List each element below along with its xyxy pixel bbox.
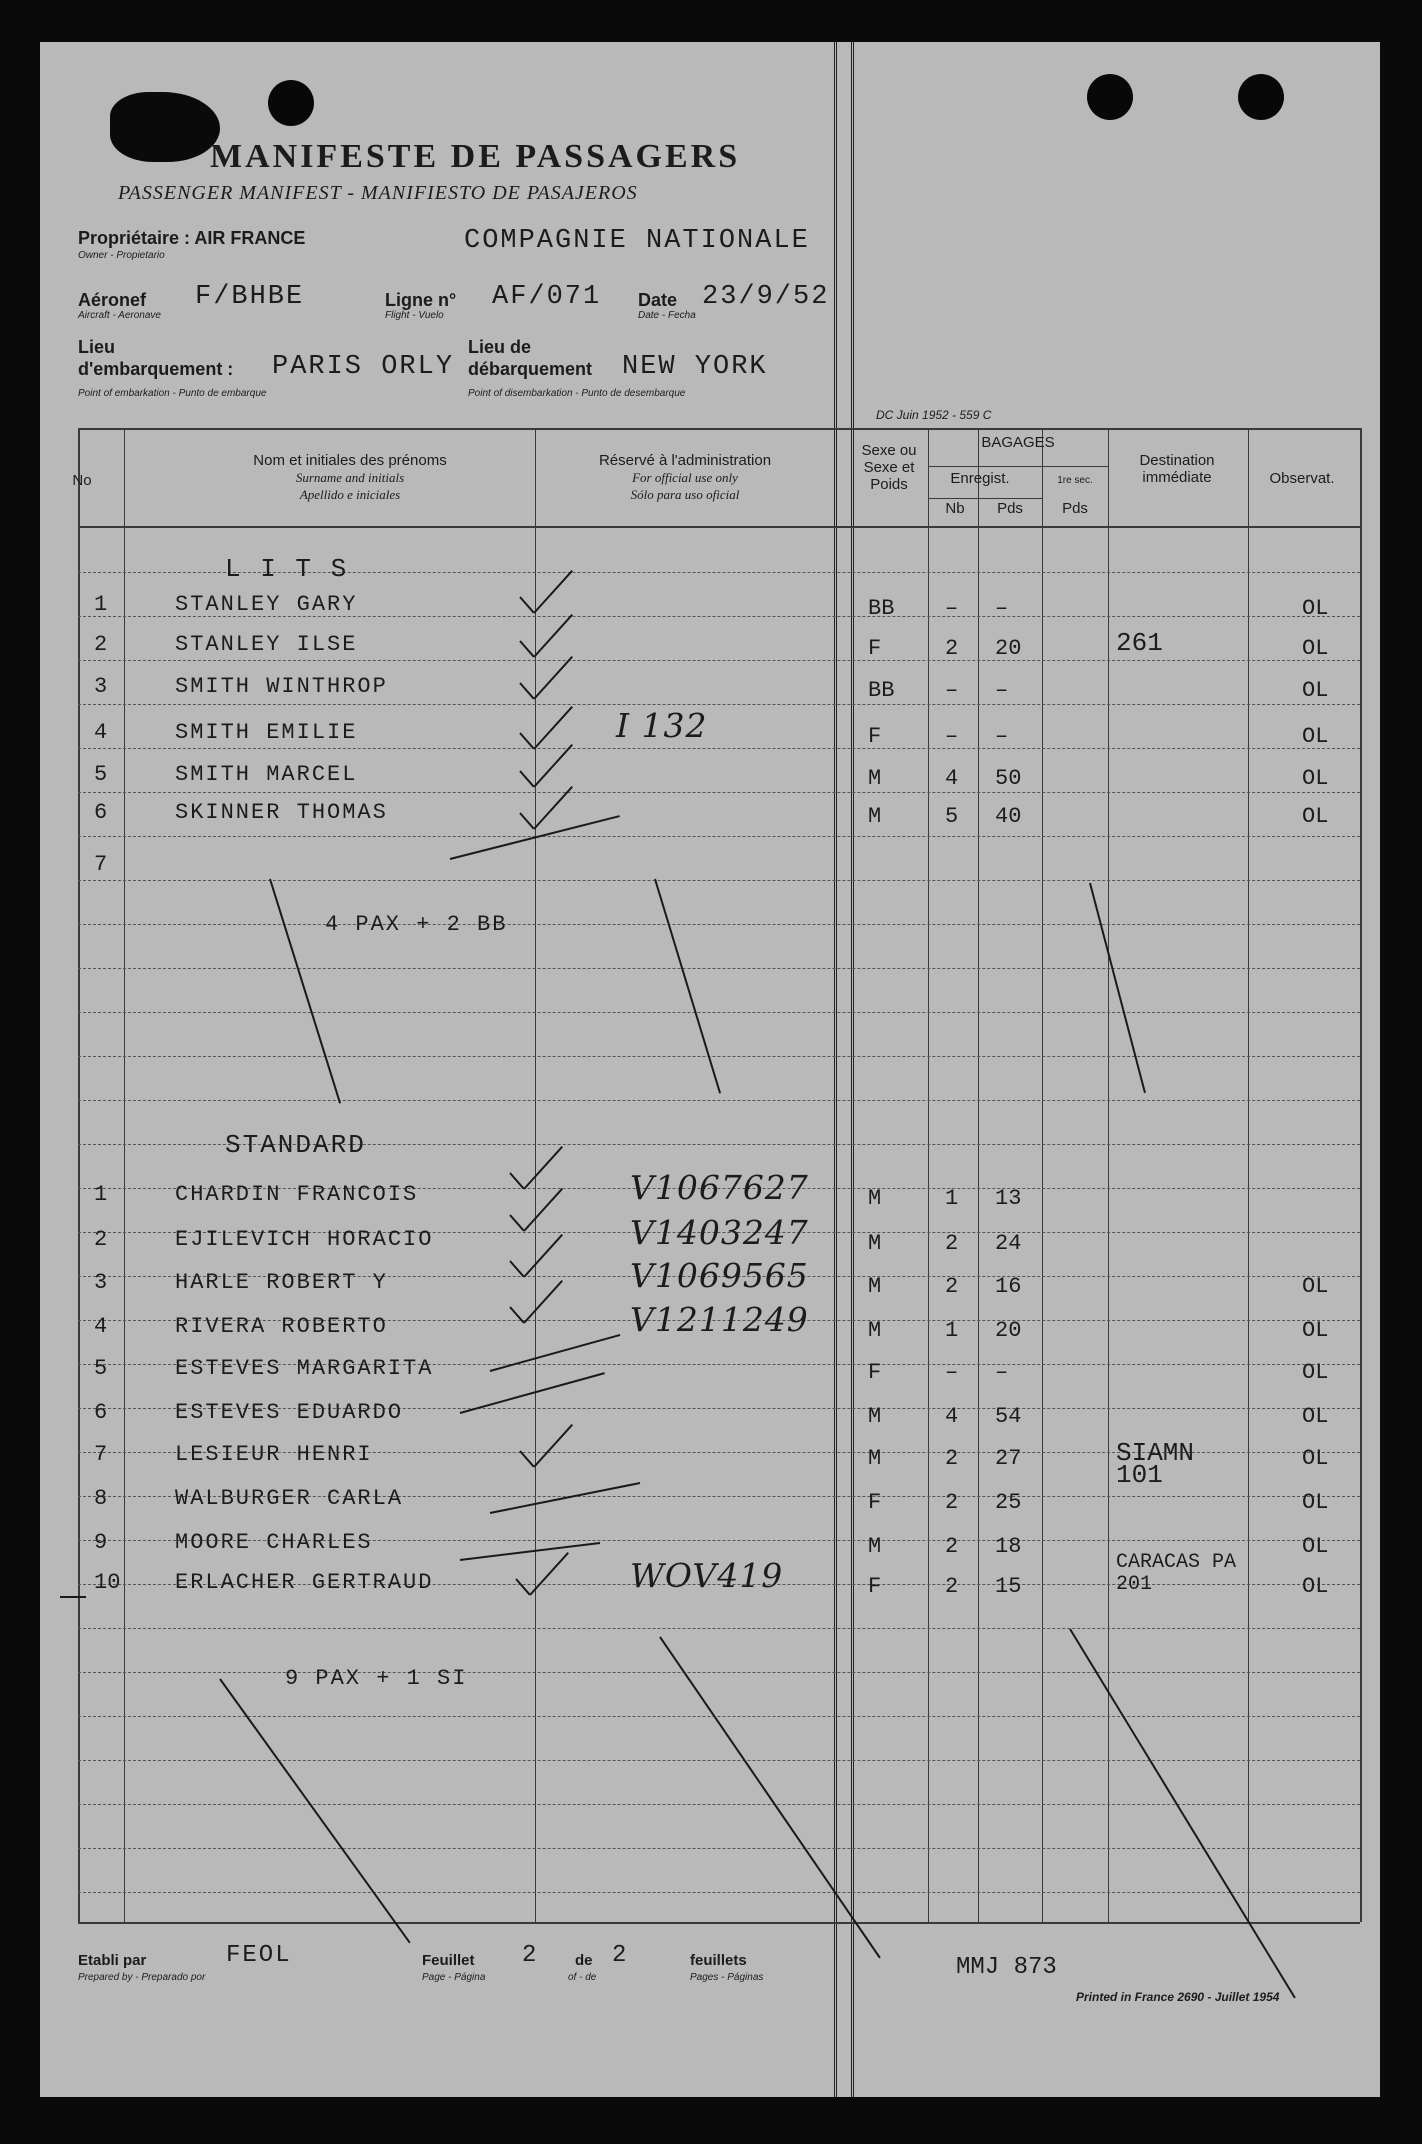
disembark-value: NEW YORK — [622, 352, 768, 382]
check-mark — [523, 1280, 562, 1323]
sex-cell: M — [868, 1404, 882, 1429]
manifest-subtitle: PASSENGER MANIFEST - MANIFIESTO DE PASAJEROS — [118, 182, 638, 204]
bag-count: 2 — [945, 1490, 959, 1515]
flight-sublabel: Flight - Vuelo — [385, 310, 444, 321]
row-rule — [78, 792, 1360, 793]
col-destination: Destination immédiate — [1139, 452, 1215, 486]
check-mark — [519, 682, 534, 699]
bag-weight: 20 — [995, 636, 1022, 661]
disembark-sublabel: Point of disembarkation - Punto de desembarque — [468, 388, 686, 399]
check-mark — [509, 1214, 524, 1231]
remark-cell: OL — [1302, 804, 1329, 829]
check-mark — [519, 596, 534, 613]
reference-number: MMJ 873 — [956, 1954, 1057, 1981]
date-sublabel: Date - Fecha — [638, 310, 696, 321]
table-border-right — [1360, 428, 1362, 1922]
sex-cell: M — [868, 1318, 882, 1343]
row-rule — [78, 836, 1360, 837]
bag-count: 4 — [945, 1404, 959, 1429]
row-number: 4 — [94, 1314, 108, 1339]
bag-weight: 15 — [995, 1574, 1022, 1599]
check-mark — [533, 570, 572, 613]
sex-cell: M — [868, 1274, 882, 1299]
row-rule — [78, 1892, 1360, 1893]
owner-sublabel: Owner - Propietario — [78, 250, 165, 261]
col-admin-es: Sólo para uso oficial — [630, 487, 740, 502]
passenger-name: STANLEY ILSE — [175, 632, 358, 657]
table-border-top — [78, 428, 1360, 430]
sex-cell: F — [868, 1490, 882, 1515]
col-excess: 1re sec. — [1057, 475, 1093, 486]
col-name-label: Nom et initiales des prénoms — [253, 452, 447, 469]
remark-cell: OL — [1302, 1360, 1329, 1385]
check-mark — [533, 1424, 572, 1467]
row-number: 9 — [94, 1530, 108, 1555]
col-baggage: BAGAGES — [981, 434, 1055, 451]
row-number: 1 — [94, 592, 108, 617]
bag-weight: 16 — [995, 1274, 1022, 1299]
admin-note: WOV419 — [630, 1556, 784, 1595]
remark-cell: OL — [1302, 766, 1329, 791]
owner-label: Propriétaire : AIR FRANCE — [78, 228, 306, 248]
row-rule — [78, 704, 1360, 705]
printed-note: Printed in France 2690 - Juillet 1954 — [1076, 1990, 1280, 2004]
admin-note: V1069565 — [630, 1256, 809, 1295]
bag-weight: 54 — [995, 1404, 1022, 1429]
void-stroke — [654, 879, 721, 1094]
col-sex: Sexe ou Sexe et Poids — [861, 442, 917, 493]
header-rule — [78, 526, 1360, 528]
page-value: 2 — [522, 1942, 539, 1969]
check-mark — [523, 1188, 562, 1231]
baggage-subrule — [928, 498, 1042, 499]
remark-cell: OL — [1302, 596, 1329, 621]
sex-cell: BB — [868, 596, 895, 621]
passenger-name: SKINNER THOMAS — [175, 800, 388, 825]
passenger-name: LESIEUR HENRI — [175, 1442, 373, 1467]
column-rule — [1042, 428, 1043, 1922]
row-number: 2 — [94, 632, 108, 657]
sex-cell: F — [868, 636, 882, 661]
col-excess-pds: Pds — [1062, 500, 1088, 517]
table-border-bottom — [78, 1922, 1360, 1924]
check-mark — [519, 640, 534, 657]
pages-label: feuillets — [690, 1952, 747, 1969]
passenger-name: WALBURGER CARLA — [175, 1486, 404, 1511]
col-pds: Pds — [997, 500, 1023, 517]
section-summary: 4 PAX + 2 BB — [325, 912, 508, 937]
bag-count: 2 — [945, 1231, 959, 1256]
check-mark — [523, 1146, 562, 1189]
column-rule — [928, 428, 929, 1922]
passenger-name: ESTEVES EDUARDO — [175, 1400, 404, 1425]
manifest-title: MANIFESTE DE PASSAGERS — [210, 138, 741, 175]
void-stroke — [219, 1678, 411, 1943]
row-rule — [78, 1100, 1360, 1101]
check-mark — [515, 1578, 530, 1595]
row-rule — [78, 1760, 1360, 1761]
sex-cell: F — [868, 1574, 882, 1599]
check-mark — [533, 744, 572, 787]
passenger-name: ERLACHER GERTRAUD — [175, 1570, 434, 1595]
margin-arrow — [60, 1596, 86, 1598]
flight-value: AF/071 — [492, 282, 602, 312]
passenger-name: RIVERA ROBERTO — [175, 1314, 388, 1339]
remark-cell: OL — [1302, 724, 1329, 749]
bag-count: – — [945, 1360, 959, 1385]
section-heading: L I T S — [225, 554, 349, 584]
row-rule — [78, 748, 1360, 749]
col-admin-label: Réservé à l'administration — [598, 452, 772, 469]
sex-cell: M — [868, 1534, 882, 1559]
punch-hole — [268, 80, 314, 126]
admin-note: I 132 — [616, 706, 708, 745]
bag-count: 2 — [945, 1534, 959, 1559]
col-registered: Enregist. — [950, 470, 1010, 487]
strike-line — [490, 1334, 621, 1372]
passenger-name: SMITH EMILIE — [175, 720, 358, 745]
col-name — [130, 452, 570, 503]
check-mark — [523, 1234, 562, 1277]
date-value: 23/9/52 — [702, 282, 830, 312]
col-name-es: Apellido e iniciales — [299, 487, 401, 502]
sex-cell: M — [868, 804, 882, 829]
admin-note: V1403247 — [630, 1213, 809, 1252]
embark-value: PARIS ORLY — [272, 352, 455, 382]
aircraft-sublabel: Aircraft - Aeronave — [78, 310, 161, 321]
destination-cell: 261 — [1116, 628, 1163, 658]
row-number: 5 — [94, 762, 108, 787]
of-value: 2 — [612, 1942, 629, 1969]
punch-hole — [1238, 74, 1284, 120]
remark-cell: OL — [1302, 1318, 1329, 1343]
row-rule — [78, 1716, 1360, 1717]
manifest-sheet — [40, 42, 1380, 2097]
prepared-sublabel: Prepared by - Preparado por — [78, 1972, 206, 1983]
row-number: 6 — [94, 1400, 108, 1425]
destination-cell: CARACAS PA 201 — [1116, 1551, 1237, 1596]
passenger-name: EJILEVICH HORACIO — [175, 1227, 434, 1252]
row-rule — [78, 1804, 1360, 1805]
bag-weight: 25 — [995, 1490, 1022, 1515]
passenger-name: STANLEY GARY — [175, 592, 358, 617]
row-number: 7 — [94, 852, 108, 877]
row-number: 6 — [94, 800, 108, 825]
column-rule — [978, 428, 979, 1922]
void-stroke — [1069, 1628, 1296, 1998]
row-number: 3 — [94, 1270, 108, 1295]
void-stroke — [1089, 883, 1146, 1094]
remark-cell: OL — [1302, 636, 1329, 661]
pages-sublabel: Pages - Páginas — [690, 1972, 764, 1983]
sex-cell: F — [868, 724, 882, 749]
aircraft-value: F/BHBE — [195, 282, 305, 312]
sex-cell: F — [868, 1360, 882, 1385]
col-nb: Nb — [945, 500, 965, 517]
admin-note: V1067627 — [630, 1168, 809, 1207]
remark-cell: OL — [1302, 1404, 1329, 1429]
table-border-left — [78, 428, 80, 1922]
check-mark — [533, 656, 572, 699]
date-label: Date — [638, 290, 678, 310]
row-rule — [78, 1672, 1360, 1673]
bag-count: 1 — [945, 1186, 959, 1211]
page-sublabel: Page - Página — [422, 1972, 486, 1983]
passenger-name: HARLE ROBERT Y — [175, 1270, 388, 1295]
col-no: No — [72, 472, 92, 489]
sex-cell: BB — [868, 678, 895, 703]
row-number: 4 — [94, 720, 108, 745]
bag-count: 2 — [945, 1274, 959, 1299]
passenger-name: ESTEVES MARGARITA — [175, 1356, 434, 1381]
embark-label: Lieu d'embarquement : — [78, 337, 234, 379]
check-mark — [509, 1306, 524, 1323]
sex-cell: M — [868, 1186, 882, 1211]
passenger-name: MOORE CHARLES — [175, 1530, 373, 1555]
row-rule — [78, 1056, 1360, 1057]
bag-count: 2 — [945, 636, 959, 661]
bag-count: – — [945, 596, 959, 621]
bag-weight: 50 — [995, 766, 1022, 791]
bag-weight: 13 — [995, 1186, 1022, 1211]
remark-cell: OL — [1302, 1574, 1329, 1599]
check-mark — [519, 812, 534, 829]
sex-cell: M — [868, 1231, 882, 1256]
disembark-label: Lieu de débarquement — [468, 337, 593, 379]
row-rule — [78, 660, 1360, 661]
row-number: 10 — [94, 1570, 121, 1595]
passenger-name: SMITH WINTHROP — [175, 674, 388, 699]
strike-line — [490, 1482, 640, 1514]
prepared-value: FEOL — [226, 1942, 292, 1969]
row-rule — [78, 924, 1360, 925]
prepared-label: Etabli par — [78, 1952, 147, 1969]
owner-value: COMPAGNIE NATIONALE — [464, 226, 810, 256]
ink-blot — [110, 92, 220, 162]
bag-weight: 18 — [995, 1534, 1022, 1559]
passenger-name: CHARDIN FRANCOIS — [175, 1182, 419, 1207]
bag-count: 5 — [945, 804, 959, 829]
baggage-subrule — [928, 466, 1108, 467]
check-mark — [533, 614, 572, 657]
of-sublabel: of - de — [568, 1972, 597, 1983]
bag-weight: – — [995, 724, 1009, 749]
bag-weight: 24 — [995, 1231, 1022, 1256]
column-rule — [124, 428, 125, 1922]
sex-cell: M — [868, 1446, 882, 1471]
bag-count: – — [945, 724, 959, 749]
admin-note: V1211249 — [630, 1300, 809, 1339]
section-heading: STANDARD — [225, 1130, 366, 1160]
remark-cell: OL — [1302, 678, 1329, 703]
bag-weight: – — [995, 678, 1009, 703]
row-rule — [78, 968, 1360, 969]
bag-weight: – — [995, 596, 1009, 621]
bag-count: 1 — [945, 1318, 959, 1343]
destination-cell: SIAMN 101 — [1116, 1438, 1195, 1490]
col-name-en: Surname and initials — [295, 470, 405, 485]
section-summary: 9 PAX + 1 SI — [285, 1666, 468, 1691]
column-rule — [1108, 428, 1109, 1922]
aircraft-label: Aéronef — [78, 290, 147, 310]
punch-hole — [1087, 74, 1133, 120]
of-label: de — [575, 1952, 593, 1969]
page-label: Feuillet — [422, 1952, 475, 1969]
col-admin-en: For official use only — [632, 470, 738, 485]
flight-label: Ligne n° — [385, 290, 457, 310]
bag-count: 2 — [945, 1574, 959, 1599]
row-number: 8 — [94, 1486, 108, 1511]
col-admin — [535, 452, 835, 503]
row-rule — [78, 1848, 1360, 1849]
remark-cell: OL — [1302, 1490, 1329, 1515]
passenger-name: SMITH MARCEL — [175, 762, 358, 787]
row-number: 2 — [94, 1227, 108, 1252]
bag-weight: 27 — [995, 1446, 1022, 1471]
bag-weight: – — [995, 1360, 1009, 1385]
row-rule — [78, 1628, 1360, 1629]
check-mark — [519, 770, 534, 787]
row-number: 1 — [94, 1182, 108, 1207]
fold-gutter — [834, 42, 854, 2097]
row-number: 3 — [94, 674, 108, 699]
remark-cell: OL — [1302, 1534, 1329, 1559]
bag-weight: 20 — [995, 1318, 1022, 1343]
bag-weight: 40 — [995, 804, 1022, 829]
row-rule — [78, 1012, 1360, 1013]
strike-line — [460, 1542, 600, 1561]
check-mark — [533, 706, 572, 749]
bag-count: 4 — [945, 766, 959, 791]
row-number: 5 — [94, 1356, 108, 1381]
row-number: 7 — [94, 1442, 108, 1467]
bag-count: – — [945, 678, 959, 703]
form-code: DC Juin 1952 - 559 C — [876, 408, 992, 422]
remark-cell: OL — [1302, 1274, 1329, 1299]
remark-cell: OL — [1302, 1446, 1329, 1471]
sex-cell: M — [868, 766, 882, 791]
bag-count: 2 — [945, 1446, 959, 1471]
col-remarks: Observat. — [1269, 470, 1335, 487]
embark-sublabel: Point of embarkation - Punto de embarque — [78, 388, 267, 399]
